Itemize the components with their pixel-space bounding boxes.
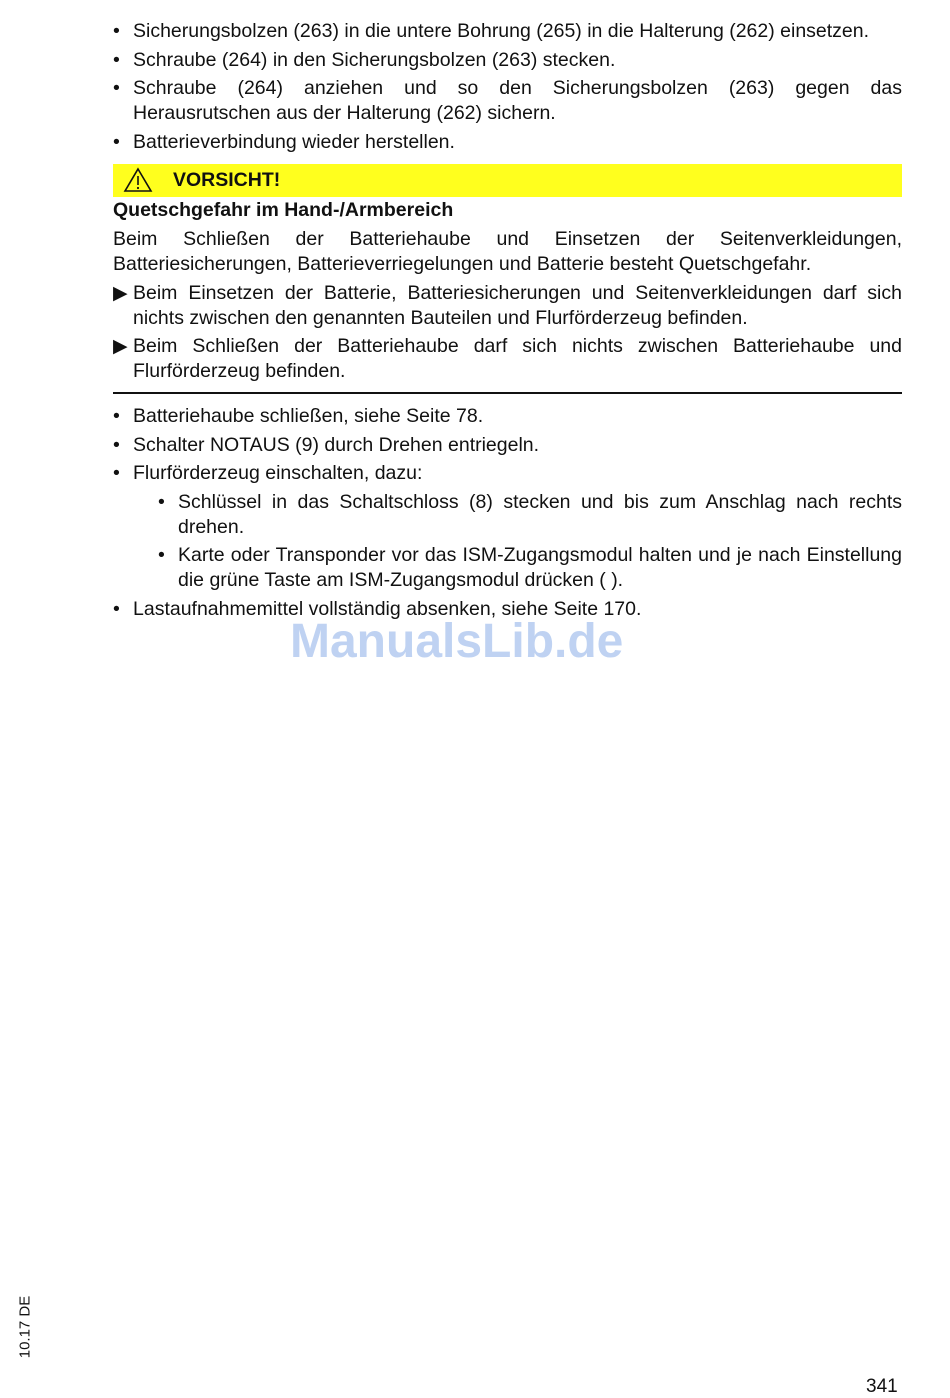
list-item: • Batteriehaube schließen, siehe Seite 78.	[113, 404, 902, 429]
list-item: • Schalter NOTAUS (9) durch Drehen entriegeln.	[113, 433, 902, 458]
list-item: • Schraube (264) anziehen und so den Sicherungsbolzen (263) gegen das Herausrutschen aus der Halterung (262) sichern.	[113, 76, 902, 126]
list-item: • Batterieverbindung wieder herstellen.	[113, 130, 902, 155]
warning-action-item	[113, 281, 902, 331]
warning-triangle-icon	[123, 166, 155, 194]
list-item-text: Flurförderzeug einschalten, dazu:	[133, 462, 423, 484]
list-item	[113, 461, 902, 593]
warning-action-text: Beim Schließen der Batteriehaube darf sich nichts zwischen Batteriehaube und Flurförderzeug befinden.	[133, 335, 902, 382]
steps-bottom-list	[113, 404, 902, 622]
list-item: • Schraube (264) in den Sicherungsbolzen (263) stecken.	[113, 48, 902, 73]
sub-list-item: • Karte oder Transponder vor das ISM-Zugangsmodul halten und je nach Einstellung die grüne Taste am ISM-Zugangsmodul drücken ( ).	[158, 543, 902, 593]
warning-label: VORSICHT!	[173, 168, 281, 191]
arrow-right-icon: ▶	[113, 282, 128, 304]
hazard-title: Quetschgefahr im Hand-/Armbereich	[113, 198, 454, 221]
warning-bar	[113, 164, 902, 197]
warning-action-item	[113, 334, 902, 384]
warning-end-divider	[113, 392, 902, 394]
steps-top-list	[113, 19, 902, 155]
hazard-description: Beim Schließen der Batteriehaube und Einsetzen der Seitenverkleidungen, Batteriesicherungen, Batterieverriegelungen und Batterie besteht Quetschgefahr.	[113, 227, 902, 275]
list-item: • Lastaufnahmemittel vollständig absenken, siehe Seite 170.	[113, 597, 902, 622]
arrow-right-icon: ▶	[113, 336, 128, 357]
list-item: • Sicherungsbolzen (263) in die untere Bohrung (265) in die Halterung (262) einsetzen.	[113, 19, 902, 44]
manual-page-content	[113, 19, 902, 625]
watermark: ManualsLib.de	[290, 615, 624, 668]
warning-action-text: Beim Einsetzen der Batterie, Batteriesicherungen und Seitenverkleidungen darf sich nichts zwischen den genannten Bauteilen und Flurförderzeug befinden.	[133, 281, 902, 329]
warning-actions-list	[113, 281, 902, 385]
sub-list-item: • Schlüssel in das Schaltschloss (8) stecken und bis zum Anschlag nach rechts drehen.	[158, 490, 902, 540]
page-number: 341	[866, 1376, 898, 1397]
document-version: 10.17 DE	[16, 1295, 34, 1359]
sub-steps-list	[133, 490, 902, 594]
